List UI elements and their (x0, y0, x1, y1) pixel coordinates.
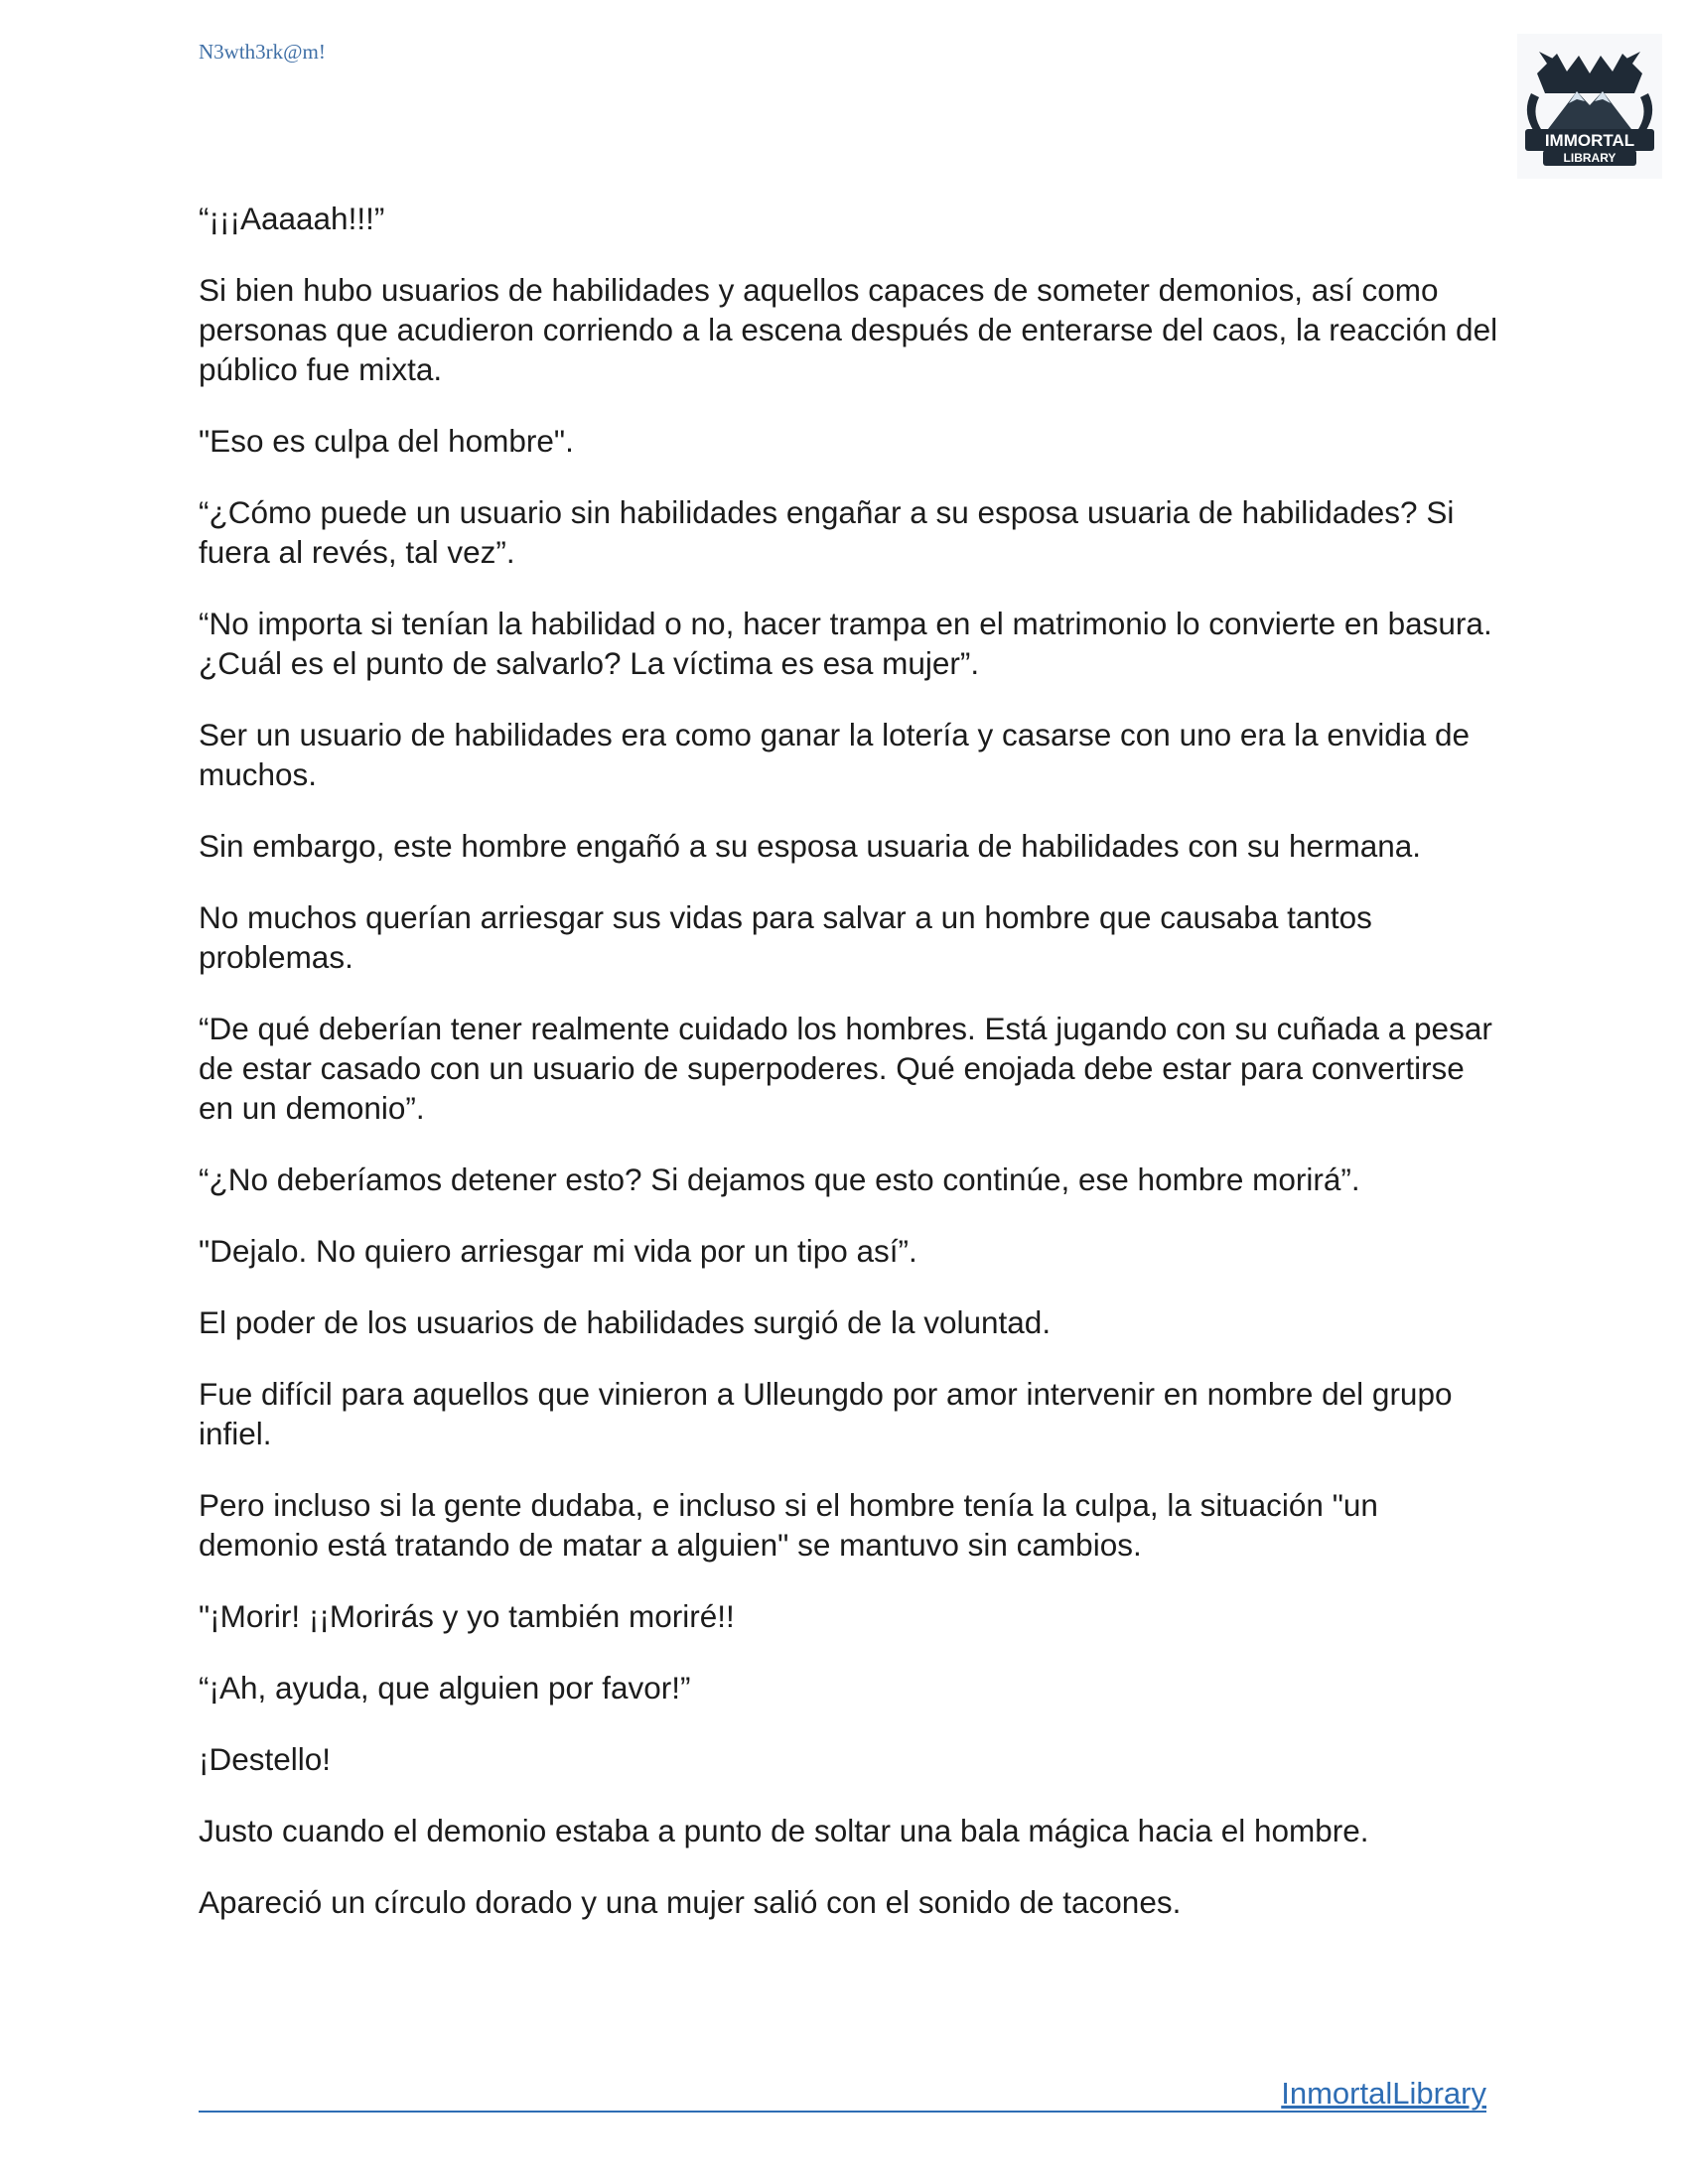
paragraph: "Eso es culpa del hombre". (199, 423, 574, 459)
paragraph: El poder de los usuarios de habilidades surgió de la voluntad. (199, 1304, 1052, 1340)
logo-text-library: LIBRARY (1563, 151, 1617, 165)
paragraph: Justo cuando el demonio estaba a punto de soltar una bala mágica hacia el hombre. (199, 1813, 1369, 1848)
paragraph: ¡Destello! (199, 1741, 332, 1777)
watermark-text: N3wth3rk@m! (199, 40, 326, 64)
paragraph: Si bien hubo usuarios de habilidades y aquellos capaces de someter demonios, así como personas que acudieron corriendo a la escena después de enterarse del caos, la reacción del público fue mixta. (199, 272, 1498, 387)
paragraph: “¿Cómo puede un usuario sin habilidades engañar a su esposa usuaria de habilidades? Si fuera al revés, tal vez”. (199, 494, 1455, 570)
paragraph: “No importa si tenían la habilidad o no, hacer trampa en el matrimonio lo convierte en basura. ¿Cuál es el punto de salvarlo? La víctima es esa mujer”. (199, 606, 1492, 681)
footer-bar (199, 2077, 1486, 2113)
immortal-library-logo (1517, 34, 1662, 179)
paragraph: “De qué deberían tener realmente cuidado los hombres. Está jugando con su cuñada a pesar de estar casado con un usuario de superpoderes. Qué enojada debe estar para convertirse en un demonio”. (199, 1011, 1492, 1126)
paragraph: "Dejalo. No quiero arriesgar mi vida por un tipo así”. (199, 1233, 917, 1269)
paragraph: No muchos querían arriesgar sus vidas para salvar a un hombre que causaba tantos problemas. (199, 899, 1372, 975)
paragraph: Ser un usuario de habilidades era como ganar la lotería y casarse con uno era la envidia de muchos. (199, 717, 1471, 792)
footer-link[interactable]: InmortalLibrary (1281, 2076, 1486, 2111)
chapter-body (199, 199, 1499, 1954)
paragraph: “¿No deberíamos detener esto? Si dejamos que esto continúe, ese hombre morirá”. (199, 1161, 1360, 1197)
dragon-crest-icon (1517, 34, 1662, 179)
paragraph: “¡Ah, ayuda, que alguien por favor!” (199, 1670, 691, 1706)
paragraph: “¡¡¡Aaaaah!!!” (199, 201, 385, 236)
paragraph: Pero incluso si la gente dudaba, e incluso si el hombre tenía la culpa, la situación "un demonio está tratando de matar a alguien" se mantuvo sin cambios. (199, 1487, 1378, 1563)
paragraph: "¡Morir! ¡¡Morirás y yo también moriré!! (199, 1598, 735, 1634)
logo-text-immortal: IMMORTAL (1544, 131, 1635, 150)
paragraph: Apareció un círculo dorado y una mujer salió con el sonido de tacones. (199, 1884, 1182, 1920)
paragraph: Fue difícil para aquellos que vinieron a Ulleungdo por amor intervenir en nombre del grupo infiel. (199, 1376, 1453, 1451)
paragraph: Sin embargo, este hombre engañó a su esposa usuaria de habilidades con su hermana. (199, 828, 1422, 864)
